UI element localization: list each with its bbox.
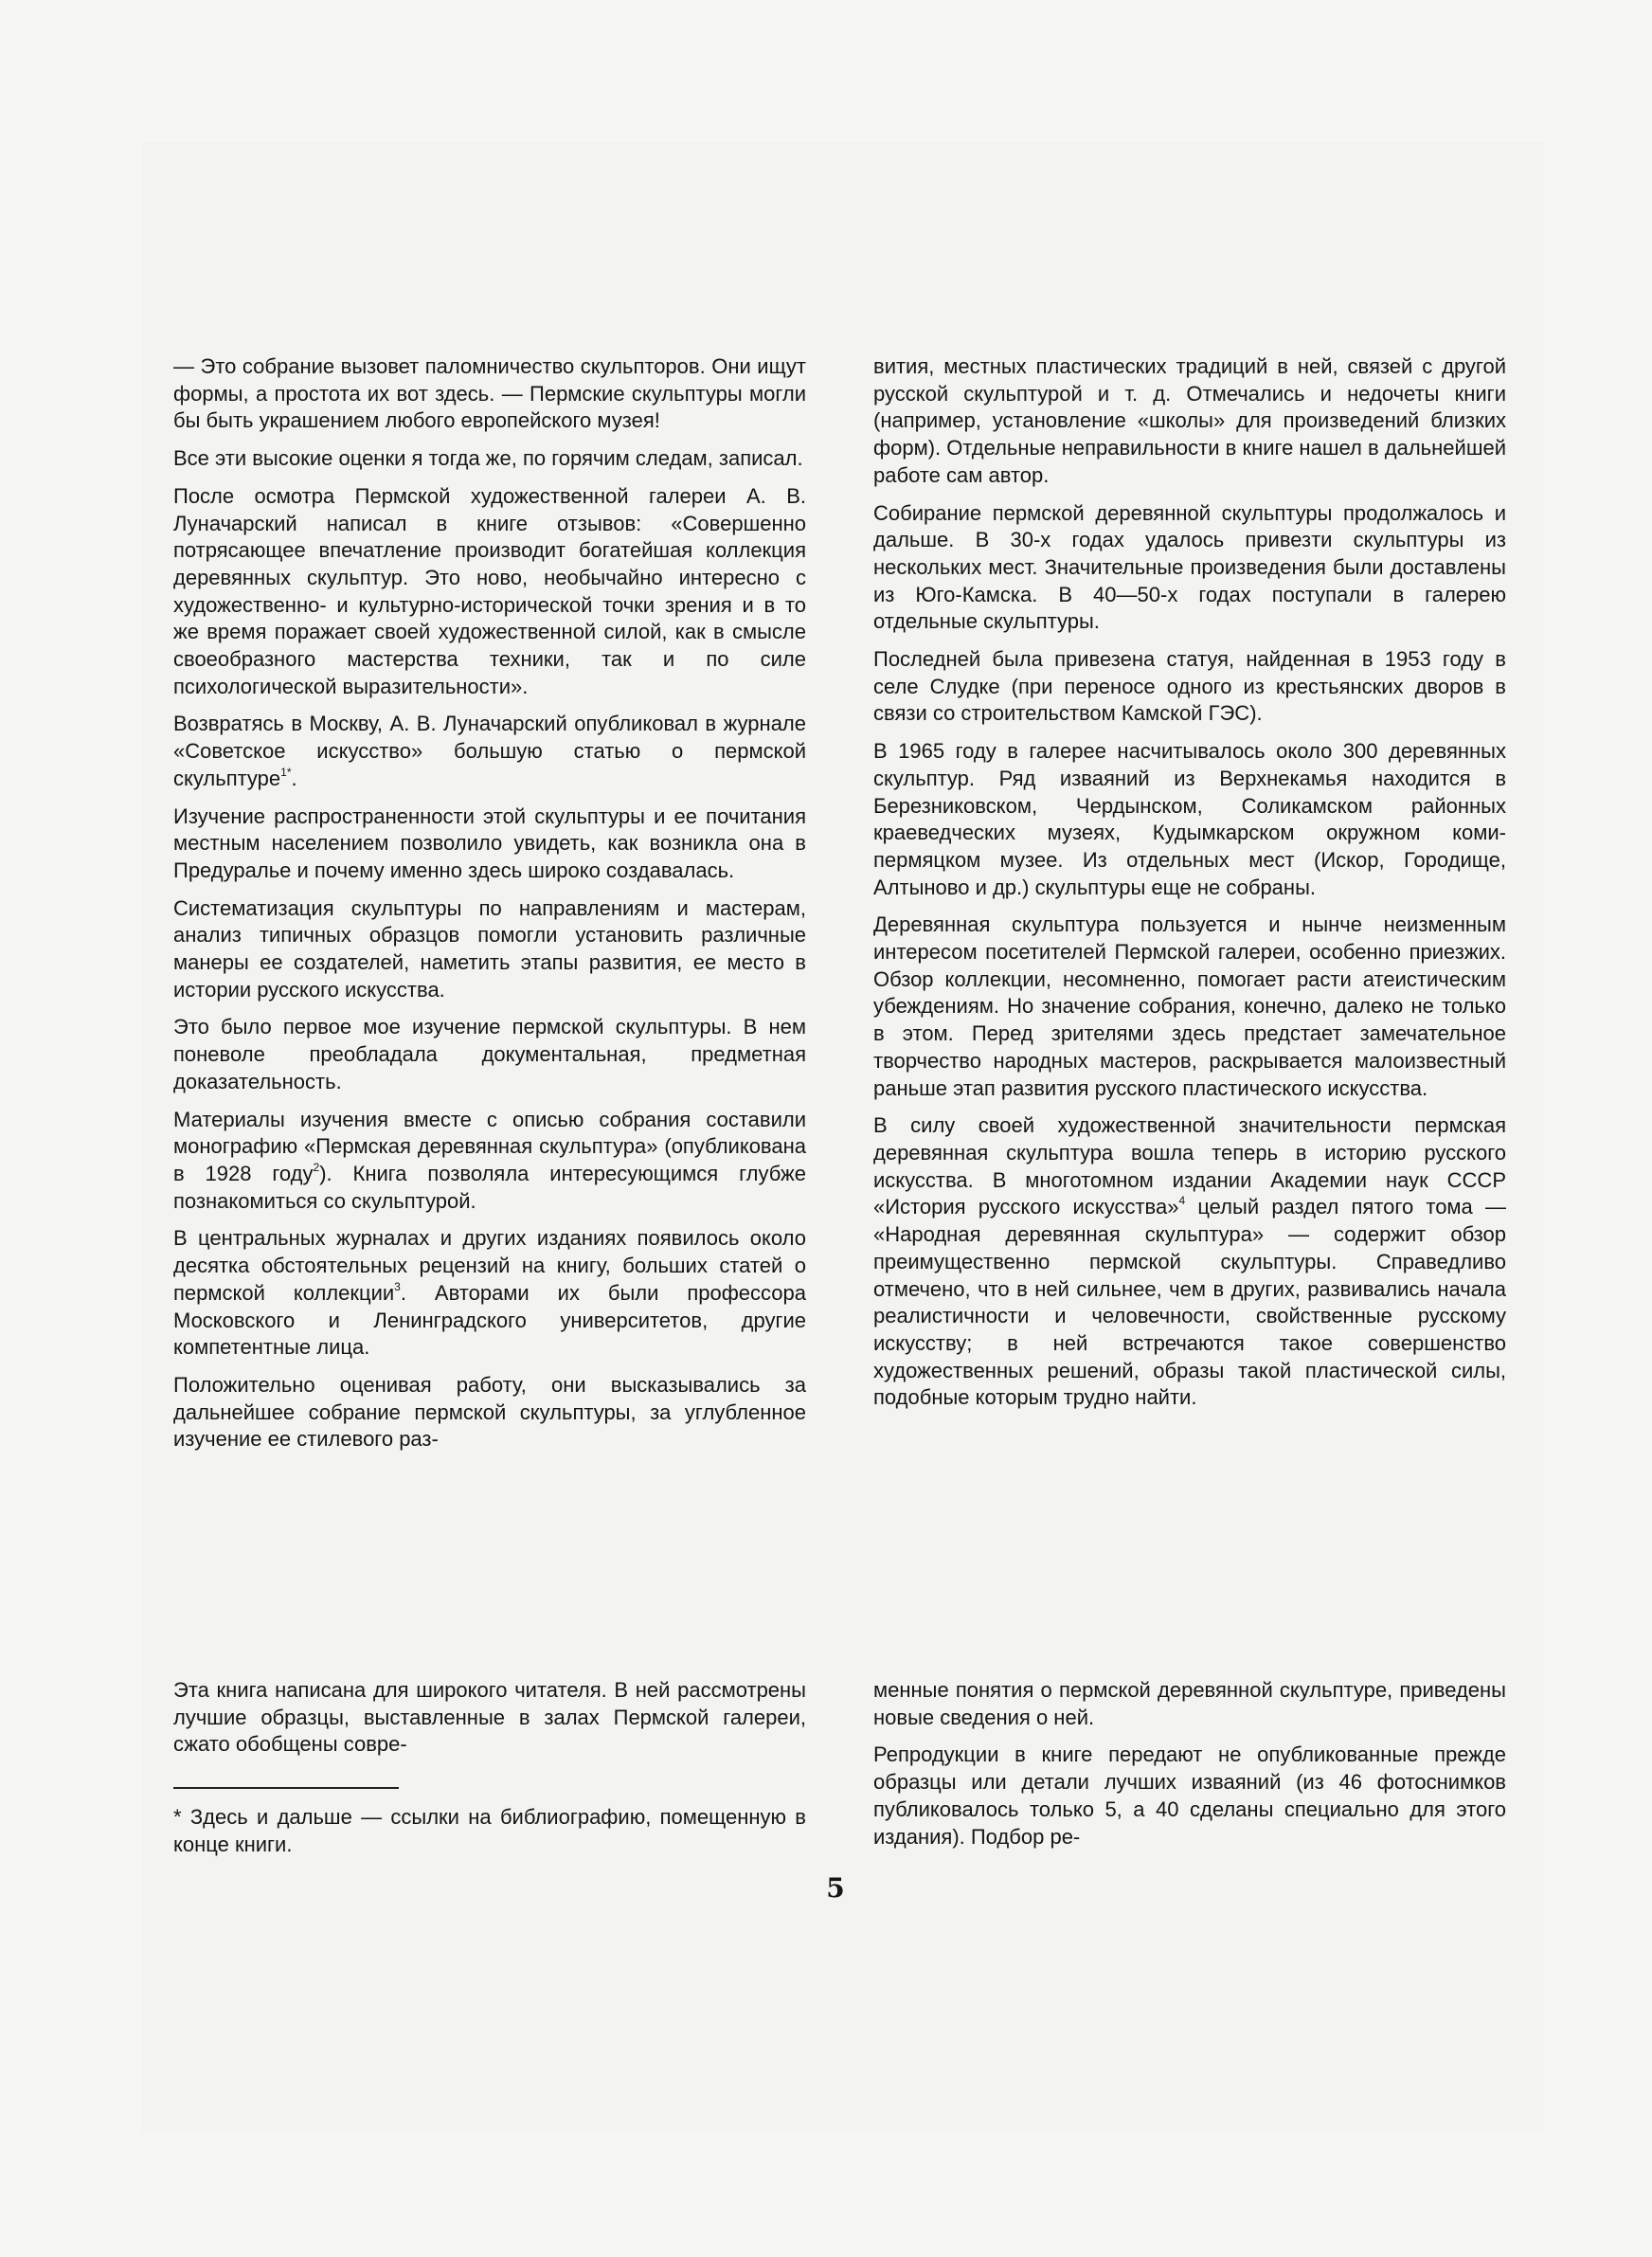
paragraph-lunacharsky-article: Возвратясь в Москву, А. В. Луначарский опубликовал в журнале «Советское искусство» большую статью о пермской скульптуре$^{1*}$. — [173, 712, 806, 790]
paragraph-development: вития, местных пластических традиций в ней, связей с другой русской скульптурой и т. д. Отмечались и недочеты книги (например, установление «школы» для произведений близких форм). Отдельные неправильности в книге нашел в дальнейшей работе сам автор. — [873, 354, 1506, 487]
text-segment: В центральных журналах и других изданиях появилось около десятка обстоятельных рецензий на книгу, больших статей о пермской коллекции — [173, 1226, 806, 1305]
footnote-divider — [173, 1787, 399, 1789]
paragraph-first-study: Это было первое мое изучение пермской скульптуры. В нем поневоле преобладала документальная, предметная доказательность. — [173, 1015, 806, 1093]
paragraph-interest: Деревянная скульптура пользуется и нынче неизменным интересом посетителей Пермской галереи, особенно приезжих. Обзор коллекции, несомненно, помогает расти атеистическим убеждениям. Но значение собрания, конечно, далеко не только в этом. Перед зрителями здесь предстает замечательное творчество народных мастеров, раскрывается малоизвестный раньше этап развития русского пластического искусства. — [873, 912, 1506, 1100]
footnote-ref: 4 — [1178, 1194, 1186, 1208]
footnote-marker: * — [173, 1805, 182, 1830]
paragraph-notes: Все эти высокие оценки я тогда же, по горячим следам, записал. — [173, 446, 803, 471]
text-segment: . Авторами их были профессора Московского и Ленинградского университетов, другие компетентные лица. — [173, 1280, 806, 1360]
paragraph-collecting: Собирание пермской деревянной скульптуры продолжалось и дальше. В 30-х годах удалось привезти скульптуры из нескольких мест. Значительные произведения были доставлены из Юго-Камска. В 40—50-х годах поступали в галерею отдельные скульптуры. — [873, 500, 1506, 634]
footnote-ref: 3 — [394, 1279, 401, 1293]
paragraph-positive-evaluation: Положительно оценивая работу, они высказывались за дальнейшее собрание пермской скульптуры, за углубленное изучение ее стилевого раз- — [173, 1372, 806, 1452]
main-text-right-column — [873, 353, 1506, 1422]
paragraph-systematization: Систематизация скульптуры по направлениям и мастерам, анализ типичных образцов помогли установить различные манеры ее создателей, наметить этапы развития, ее место в истории русского искусства. — [173, 895, 806, 1002]
footnote-ref: 1* — [280, 765, 292, 779]
paragraph-lunacharsky-review: После осмотра Пермской художественной галереи А. В. Луначарский написал в книге отзывов: «Совершенно потрясающее впечатление производит богатейшая коллекция деревянных скульптур. Это ново, необычайно интересно с художественно- и культурно-исторической точки зрения и в то же время поражает своей художественной силой, как в смысле своеобразного мастерства техники, так и по силе психологической выразительности». — [173, 483, 806, 698]
page-number: 5 — [826, 1872, 845, 1904]
intro-text-right-column — [873, 1677, 1506, 1861]
paragraph-book-purpose: Эта книга написана для широкого читателя. В ней рассмотрены лучшие образцы, выставленные в залах Пермской галереи, сжато обобщены совре- — [173, 1678, 806, 1757]
paragraph-significance — [873, 1112, 1506, 1412]
text-segment: ). Книга позволяла интересующимся глубже познакомиться со скульптурой. — [173, 1161, 806, 1213]
paragraph-sculptors-quote: — Это собрание вызовет паломничество скульпторов. Они ищут формы, а простота их вот здесь. — Пермские скульптуры могли бы быть украшением любого европейского музея! — [173, 354, 806, 433]
paragraph-last-statue: Последней была привезена статуя, найденная в 1953 году в селе Слудке (при переносе одного из крестьянских дворов в связи со строительством Камской ГЭС). — [873, 647, 1506, 726]
text-segment: Материалы изучения вместе с описью собрания составили монографию «Пермская деревянная скульптура» (опубликована в 1928 году — [173, 1107, 806, 1185]
paragraph-distribution: Изучение распространенности этой скульптуры и ее почитания местным населением позволило увидеть, как возникла она в Предуралье и почему именно здесь широко создавалась. — [173, 803, 806, 882]
paragraph-monograph — [173, 1107, 806, 1216]
footnote-text: Здесь и дальше — ссылки на библиографию, помещенную в конце книги. — [173, 1805, 806, 1856]
paragraph-reviews — [173, 1225, 806, 1362]
intro-text-left-column — [173, 1677, 806, 1869]
paragraph-reproductions: Репродукции в книге передают не опубликованные прежде образцы или детали лучших изваяний (из 46 фотоснимков публиковалось только 5, а 40 сделаны специально для этого издания). Подбор ре- — [873, 1742, 1506, 1849]
text-segment: Возвратясь в Москву, А. В. Луначарский опубликовал в журнале «Советское искусство» большую статью о пермской скульптуре — [173, 712, 806, 790]
footnote — [173, 1804, 806, 1858]
paragraph-new-info: менные понятия о пермской деревянной скульптуре, приведены новые сведения о ней. — [873, 1678, 1506, 1729]
text-segment: В силу своей художественной значительности пермская деревянная скульптура вошла теперь в историю русского искусства. В многотомном издании Академии наук СССР «История русского искусства» — [873, 1113, 1506, 1219]
text-segment: целый раздел пятого тома — «Народная деревянная скульптура» — содержит обзор преимущественно пермской скульптуры. Справедливо отмечено, что в ней сильнее, чем в других, развивались начала реалистичности и человечности, свойственные русскому искусству; в ней встречаются такое совершенство художественных решений, образы такой пластической силы, подобные которым трудно найти. — [873, 1195, 1506, 1410]
main-text-left-column — [173, 353, 806, 1464]
footnote-ref: 2 — [313, 1160, 320, 1174]
paragraph-1965: В 1965 году в галерее насчитывалось около 300 деревянных скульптур. Ряд изваяний из Верхнекамья находится в Березниковском, Чердынском, Соликамском районных краеведческих музеях, Кудымкарском окружном коми-пермяцком музее. Из отдельных мест (Искор, Городище, Алтыново и др.) скульптуры еще не собраны. — [873, 739, 1506, 899]
